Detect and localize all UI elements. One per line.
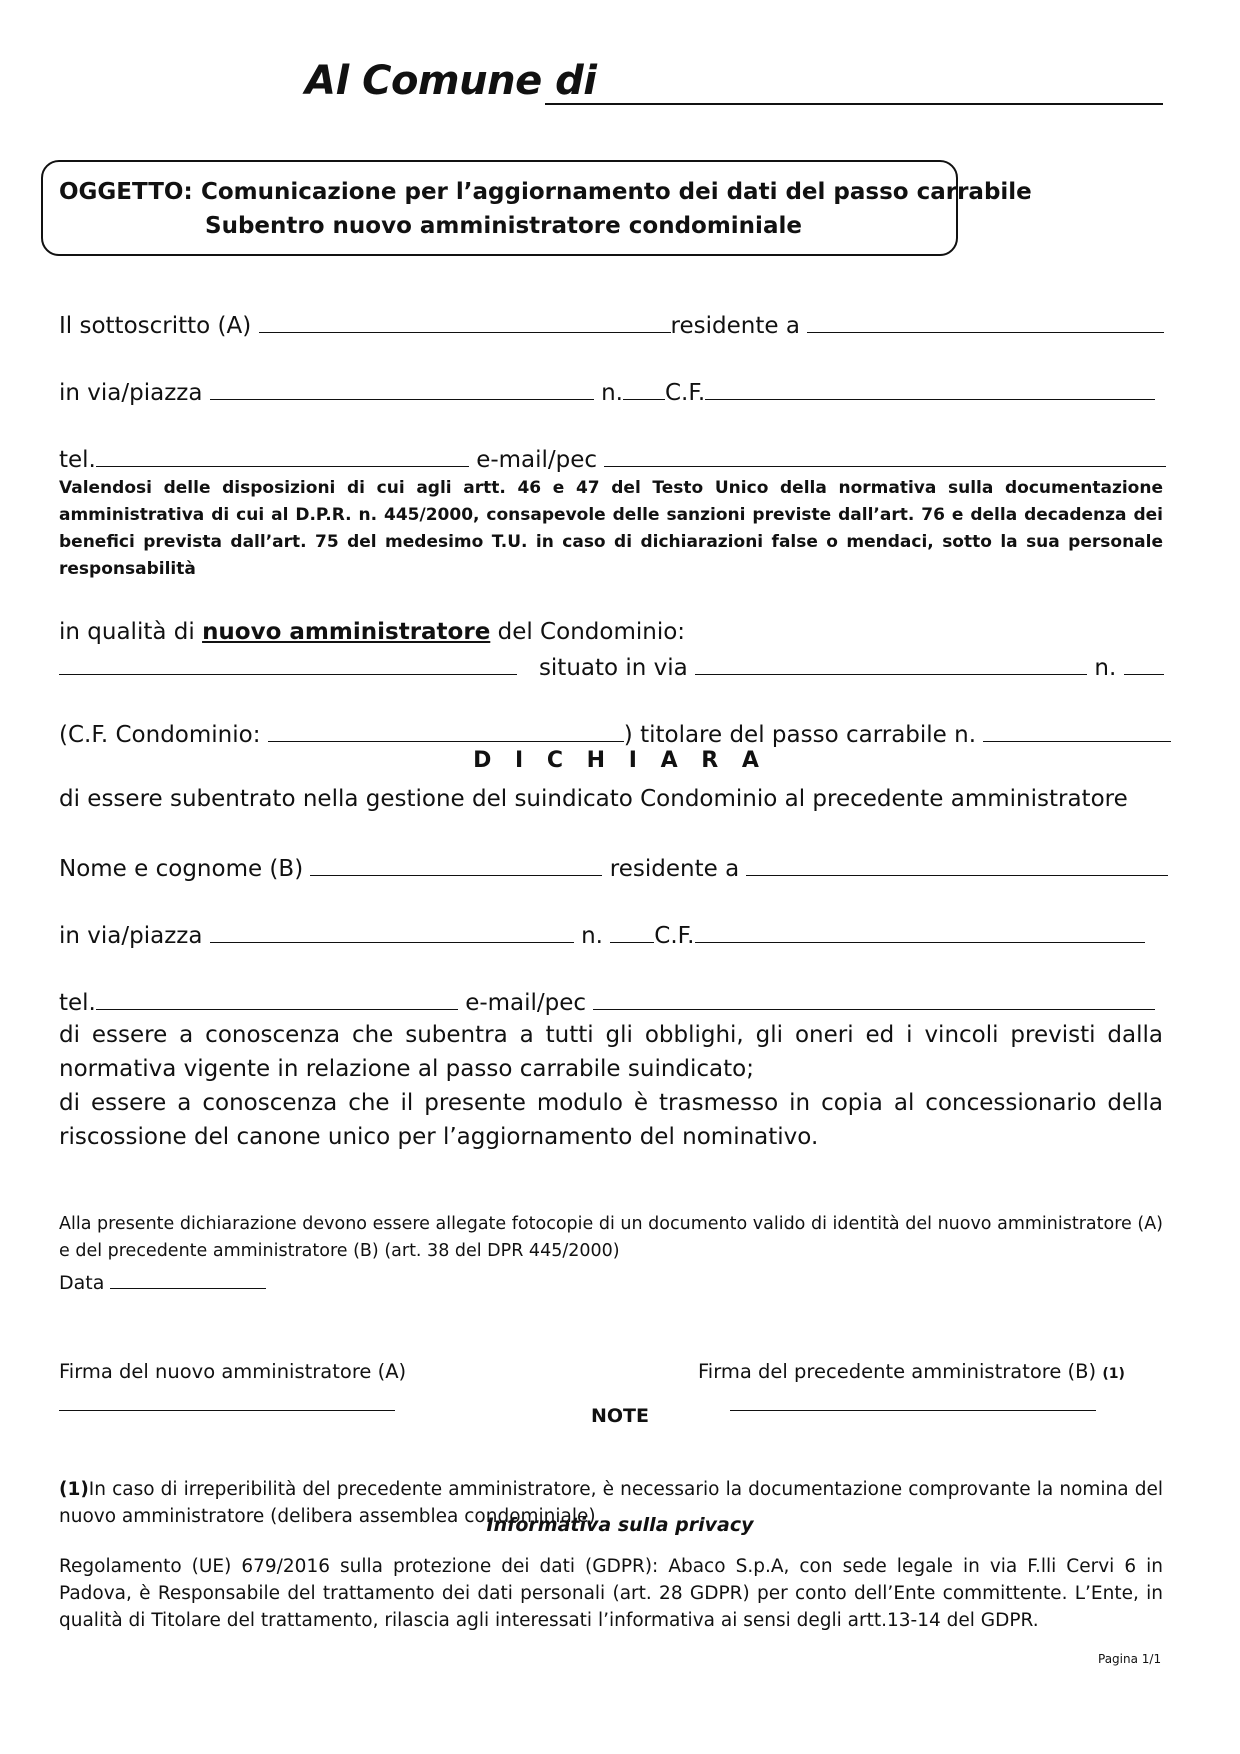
prev-name-label: Nome e cognome (B) [59, 856, 304, 882]
condo-number-label: n. [1094, 655, 1117, 681]
number-field[interactable] [623, 377, 665, 400]
notes-heading: NOTE [591, 1405, 649, 1427]
contact-row [59, 444, 1166, 473]
prev-contact-row [59, 987, 1155, 1016]
page-number: Pagina 1/1 [1098, 1652, 1162, 1666]
page-title: Al Comune di [305, 58, 597, 104]
quality-label: in qualità di [59, 619, 195, 645]
address-row [59, 377, 1155, 406]
prev-admin-footnote-ref: (1) [1102, 1366, 1125, 1382]
obligations-text: di essere a conoscenza che subentra a tutti gli obblighi, gli oneri ed i vincoli previsti dalla normativa vigente in relazione al passo carrabile suindicato; [59, 1022, 1163, 1082]
declaration-notice: Valendosi delle disposizioni di cui agli artt. 46 e 47 del Testo Unico della normativa sulla documentazione amministrativa di cui al D.P.R. n. 445/2000, consapevole delle sanzioni previste dall’art. 76 e della decadenza dei benefici prevista dall’art. 75 del medesimo T.U. in caso di dichiarazioni false o mendaci, sotto la sua personale responsabilità [59, 478, 1163, 579]
prev-admin-signature-label: Firma del precedente amministratore (B) [698, 1360, 1097, 1383]
email-label: e-mail/pec [476, 447, 598, 473]
prev-street-label: in via/piazza [59, 923, 203, 949]
undersigned-label: Il sottoscritto (A) [59, 313, 252, 339]
fiscal-code-label: C.F. [664, 380, 706, 406]
resident-city-field[interactable] [807, 310, 1164, 333]
email-field[interactable] [604, 444, 1166, 467]
subject-line-1: Comunicazione per l’aggiornamento dei dati del passo carrabile [201, 179, 1032, 205]
prev-phone-label: tel. [59, 990, 96, 1016]
prev-address-row [59, 920, 1145, 949]
prev-number-label: n. [581, 923, 603, 949]
resident-label: residente a [670, 313, 800, 339]
phone-label: tel. [59, 447, 96, 473]
prev-name-field[interactable] [310, 853, 602, 876]
subject-box [41, 160, 958, 256]
transmission-text: di essere a conoscenza che il presente modulo è trasmesso in copia al concessionario della riscossione del canone unico per l’aggiornamento del nominativo. [59, 1090, 1163, 1150]
condo-street-field[interactable] [695, 652, 1087, 675]
new-admin-signature-label: Firma del nuovo amministratore (A) [59, 1360, 407, 1383]
subject-label: OGGETTO: [59, 179, 193, 205]
condo-label: del Condominio: [497, 619, 686, 645]
located-label: situato in via [538, 655, 688, 681]
prev-resident-label: residente a [609, 856, 740, 882]
fiscal-code-field[interactable] [705, 377, 1155, 400]
attachments-text: Alla presente dichiarazione devono essere allegate fotocopie di un documento valido di identità del nuovo amministratore (A) e del precedente amministratore (B) (art. 38 del DPR 445/2000) [59, 1214, 1163, 1261]
succession-text: di essere subentrato nella gestione del suindicato Condominio al precedente amministratore [59, 786, 1128, 812]
street-label: in via/piazza [59, 380, 203, 406]
date-row [59, 1270, 266, 1294]
undersigned-name-field[interactable] [259, 310, 671, 333]
condo-cf-field[interactable] [268, 719, 624, 742]
number-label: n. [601, 380, 623, 406]
prev-street-field[interactable] [210, 920, 574, 943]
prev-admin-signature-label-row [698, 1360, 1125, 1383]
condo-name-field[interactable] [59, 652, 517, 675]
prev-resident-field[interactable] [746, 853, 1168, 876]
prev-fiscal-code-field[interactable] [695, 920, 1145, 943]
footnote-ref: (1) [59, 1479, 89, 1500]
prev-fiscal-code-label: C.F. [654, 923, 695, 949]
prev-phone-field[interactable] [96, 987, 458, 1010]
declares-heading: D I C H I A R A [473, 748, 767, 773]
condo-row [59, 652, 1164, 681]
prev-email-label: e-mail/pec [465, 990, 587, 1016]
prev-number-field[interactable] [610, 920, 654, 943]
undersigned-row [59, 310, 1164, 339]
quality-row [59, 619, 685, 645]
prev-admin-row [59, 853, 1168, 882]
prev-email-field[interactable] [593, 987, 1155, 1010]
holder-label: ) titolare del passo carrabile n. [623, 722, 977, 748]
condo-number-field[interactable] [1124, 652, 1164, 675]
date-field[interactable] [110, 1270, 266, 1289]
municipality-field[interactable] [545, 103, 1163, 105]
condo-cf-label: (C.F. Condominio: [59, 722, 261, 748]
street-field[interactable] [210, 377, 594, 400]
subject-line-2: Subentro nuovo amministratore condominiale [205, 213, 802, 239]
date-label: Data [59, 1272, 105, 1294]
phone-field[interactable] [96, 444, 469, 467]
driveway-number-field[interactable] [983, 719, 1171, 742]
privacy-heading: Informativa sulla privacy [486, 1514, 754, 1536]
footnote-text: In caso di irreperibilità del precedente amministratore, è necessario la documentazione comprovante la nomina del nuovo amministratore (delibera assemblea condominiale) [59, 1479, 1163, 1527]
new-admin-label: nuovo amministratore [202, 619, 491, 645]
privacy-text: Regolamento (UE) 679/2016 sulla protezione dei dati (GDPR): Abaco S.p.A, con sede legale in via F.lli Cervi 6 in Padova, è Responsabile del trattamento dei dati personali (art. 28 GDPR) per conto dell’Ente committente. L’Ente, in qualità di Titolare del trattamento, rilascia agli interessati l’informativa ai sensi degli artt.13-14 del GDPR. [59, 1556, 1163, 1631]
condo-cf-row [59, 719, 1171, 748]
